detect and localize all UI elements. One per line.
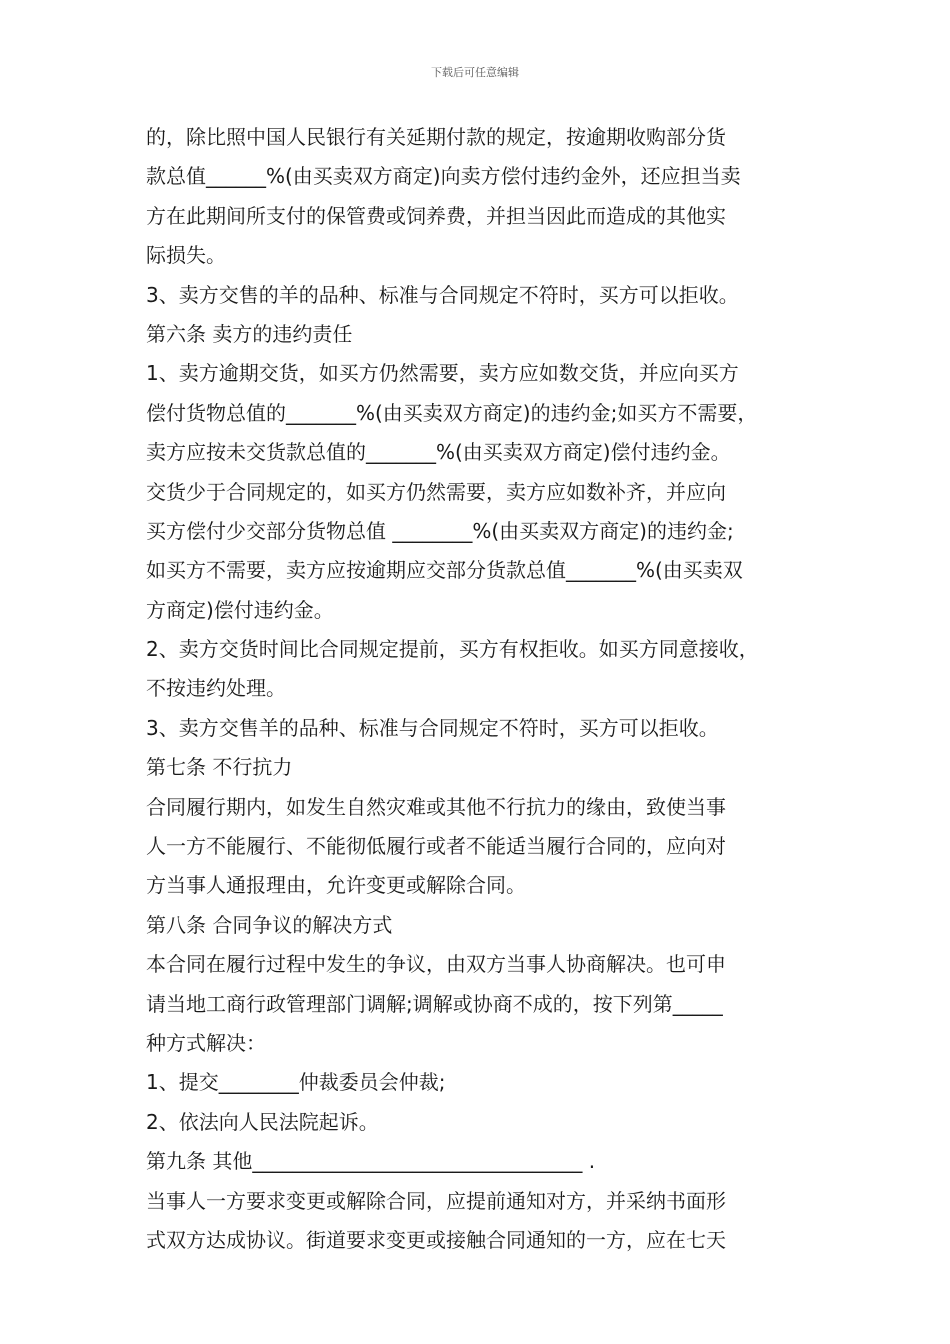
text-line: 人一方不能履行、不能彻低履行或者不能适当履行合同的，应向对 xyxy=(146,834,726,859)
text-line: 偿付货物总值的_______%(由买卖双方商定)的违约金;如买方不需要， xyxy=(146,400,758,425)
text-line: 如买方不需要，卖方应按逾期应交部分货款总值_______%(由买卖双 xyxy=(146,558,743,583)
text-line: 方商定)偿付违约金。 xyxy=(146,597,334,622)
text-line: 本合同在履行过程中发生的争议，由双方当事人协商解决。也可申 xyxy=(146,952,726,977)
text-line: 请当地工商行政管理部门调解;调解或协商不成的，按下列第_____ xyxy=(146,991,723,1016)
text-line: 际损失。 xyxy=(146,243,226,268)
text-line: 1、提交________仲裁委员会仲裁; xyxy=(146,1070,446,1095)
text-line: 卖方应按未交货款总值的_______%(由买卖双方商定)偿付违约金。 xyxy=(146,440,731,465)
section-heading-8: 第八条 合同争议的解决方式 xyxy=(146,912,393,937)
page-header: 下载后可任意编辑 xyxy=(431,66,519,79)
section-heading-7: 第七条 不行抗力 xyxy=(146,755,293,780)
text-line: 式双方达成协议。街道要求变更或接触合同通知的一方，应在七天 xyxy=(146,1227,726,1252)
text-line: 款总值______%(由买卖双方商定)向卖方偿付违约金外，还应担当卖 xyxy=(146,164,741,189)
text-line: 当事人一方要求变更或解除合同，应提前通知对方，并采纳书面形 xyxy=(146,1188,726,1213)
text-line: 的，除比照中国人民银行有关延期付款的规定，按逾期收购部分货 xyxy=(146,125,726,149)
text-line: 3、卖方交售羊的品种、标准与合同规定不符时，买方可以拒收。 xyxy=(146,715,719,740)
text-line: 1、卖方逾期交货，如买方仍然需要，卖方应如数交货，并应向买方 xyxy=(146,361,739,386)
text-line: 2、卖方交货时间比合同规定提前，买方有权拒收。如买方同意接收， xyxy=(146,637,759,662)
text-line: 交货少于合同规定的，如买方仍然需要，卖方应如数补齐，并应向 xyxy=(146,479,726,504)
text-line: 方当事人通报理由，允许变更或解除合同。 xyxy=(146,873,526,898)
text-line: 3、卖方交售的羊的品种、标准与合同规定不符时，买方可以拒收。 xyxy=(146,282,739,307)
text-line: 合同履行期内，如发生自然灾难或其他不行抗力的缘由，致使当事 xyxy=(146,794,726,819)
document-body xyxy=(146,118,826,1260)
text-line: 不按违约处理。 xyxy=(146,676,286,701)
section-heading-6: 第六条 卖方的违约责任 xyxy=(146,321,353,346)
text-line: 2、依法向人民法院起诉。 xyxy=(146,1109,379,1134)
section-heading-9: 第九条 其他_________________________________ . xyxy=(146,1149,596,1174)
text-line: 种方式解决： xyxy=(146,1030,266,1055)
text-line: 买方偿付少交部分货物总值 ________%(由买卖双方商定)的违约金; xyxy=(146,518,734,543)
text-line: 方在此期间所支付的保管费或饲养费，并担当因此而造成的其他实 xyxy=(146,203,726,228)
